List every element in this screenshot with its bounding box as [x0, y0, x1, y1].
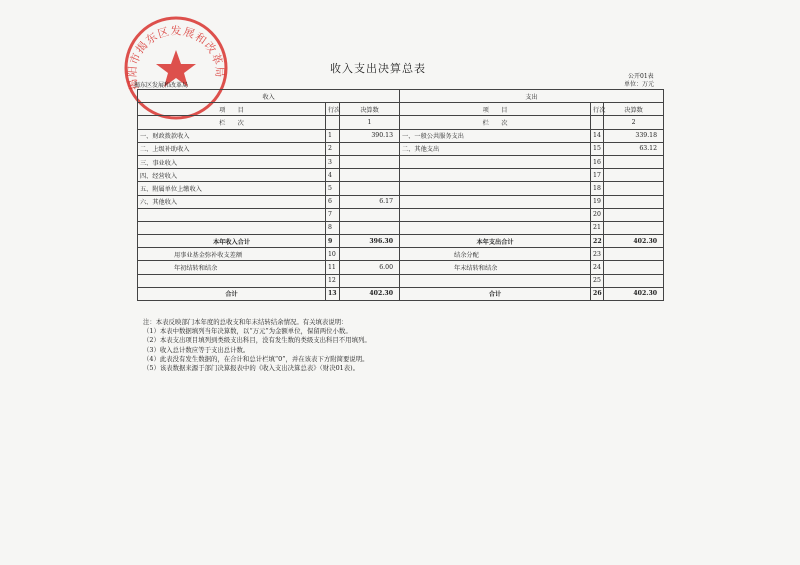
expense-line-number: 14: [591, 129, 604, 142]
year-expense-total-label: 本年支出合计: [400, 235, 591, 248]
table-row: [138, 274, 664, 287]
expense-item: [400, 155, 591, 168]
table-row: [138, 248, 664, 261]
income-line-number: 6: [326, 195, 340, 208]
income-line-header: 行次: [326, 103, 340, 116]
income-item: 五、附属单位上缴收入: [138, 182, 326, 195]
table-row: [138, 129, 664, 142]
column-number-row: [138, 116, 664, 129]
table-header-row: [138, 90, 664, 103]
income-item: 四、经营收入: [138, 169, 326, 182]
year-expense-total-value: 402.30: [604, 235, 664, 248]
table-row: [138, 182, 664, 195]
begin-balance-value: 6.00: [340, 261, 400, 274]
income-item-header: 项 目: [138, 103, 326, 116]
expense-amount: [604, 169, 664, 182]
income-amount: [340, 169, 400, 182]
end-balance-value: [604, 261, 664, 274]
expense-amount: [604, 155, 664, 168]
expense-item-header: 项 目: [400, 103, 591, 116]
income-amount-header: 决算数: [340, 103, 400, 116]
income-amount: [340, 221, 400, 234]
income-col-label: 栏 次: [138, 116, 326, 129]
form-code: 公开01表: [628, 73, 654, 80]
income-item: 三、事业收入: [138, 155, 326, 168]
income-amount: [340, 155, 400, 168]
expense-item: [400, 195, 591, 208]
expense-item: [400, 208, 591, 221]
expense-amount-header: 决算数: [604, 103, 664, 116]
expense-item: 一、一般公共服务支出: [400, 129, 591, 142]
row-line-number: 9: [326, 235, 340, 248]
fund-label: 用事业基金弥补收支差额: [138, 248, 326, 261]
table-row: [138, 155, 664, 168]
row-line-number: 12: [326, 274, 340, 287]
income-item: 一、财政拨款收入: [138, 129, 326, 142]
expense-item: [400, 221, 591, 234]
table-subheader-row: [138, 103, 664, 116]
table-body: [138, 129, 664, 235]
income-expense-table: [137, 89, 664, 301]
row-line-number: 22: [591, 235, 604, 248]
notes-section: [143, 318, 371, 373]
expense-line-number: 15: [591, 142, 604, 155]
expense-line-number: 20: [591, 208, 604, 221]
expense-amount: [604, 208, 664, 221]
expense-item: 二、其他支出: [400, 142, 591, 155]
income-item: 六、其他收入: [138, 195, 326, 208]
expense-line-header: 行次: [591, 103, 604, 116]
income-item: [138, 208, 326, 221]
grand-total-expense-value: 402.30: [604, 287, 664, 300]
grand-total-income-value: 402.30: [340, 287, 400, 300]
expense-line-number: 21: [591, 221, 604, 234]
income-item: [138, 221, 326, 234]
year-income-total-label: 本年收入合计: [138, 235, 326, 248]
income-line-number: 1: [326, 129, 340, 142]
expense-line-number: 19: [591, 195, 604, 208]
unit-label: 单位：万元: [624, 81, 655, 88]
income-line-number: 7: [326, 208, 340, 221]
expense-line-number: 18: [591, 182, 604, 195]
expense-amount: [604, 182, 664, 195]
note-line: 注：本表反映部门本年度的总收支和年末结转结余情况。有关填表说明：: [143, 318, 348, 326]
expense-line-number: 16: [591, 155, 604, 168]
table-row: [138, 169, 664, 182]
income-line-number: 3: [326, 155, 340, 168]
row-line-number: 25: [591, 274, 604, 287]
income-amount: [340, 208, 400, 221]
table-row: [138, 195, 664, 208]
surplus-allocation-label: 结余分配: [400, 248, 591, 261]
income-amount: [340, 142, 400, 155]
grand-total-income-label: 合计: [138, 287, 326, 300]
income-col-number: 1: [340, 116, 400, 129]
income-line-number: 5: [326, 182, 340, 195]
income-line-number: 2: [326, 142, 340, 155]
table-row: [138, 208, 664, 221]
income-amount: 390.13: [340, 129, 400, 142]
row-line-number: 11: [326, 261, 340, 274]
expense-amount: [604, 195, 664, 208]
expense-col-label: 栏 次: [400, 116, 591, 129]
table-row: [138, 287, 664, 300]
row-line-number: 26: [591, 287, 604, 300]
income-amount: [340, 182, 400, 195]
organization-name: 揭东区发展和改革局: [134, 82, 189, 89]
expense-amount: 63.12: [604, 142, 664, 155]
income-header: 收入: [138, 90, 400, 103]
table-row: [138, 142, 664, 155]
note-line: （1）本表中数据填列当年决算数，以“万元”为金额单位，保留两位小数。: [143, 327, 352, 336]
expense-col-number: 2: [604, 116, 664, 129]
expense-line-number: 17: [591, 169, 604, 182]
table-row: [138, 261, 664, 274]
note-line: （2）本表支出项目填列到类级支出科目，没有发生数的类级支出科目不用填列。: [143, 336, 371, 345]
income-item: 二、上级补助收入: [138, 142, 326, 155]
expense-amount: 339.18: [604, 129, 664, 142]
expense-item: [400, 169, 591, 182]
note-line: （4）此表没有发生数据的，在合计和总计栏填“0”，并在该表下方附简要说明。: [143, 354, 369, 363]
year-income-total-value: 396.30: [340, 235, 400, 248]
row-line-number: 24: [591, 261, 604, 274]
surplus-allocation-value: [604, 248, 664, 261]
note-line: （3）收入总计数应等于支出总计数。: [143, 345, 250, 354]
table-row: [138, 221, 664, 234]
row-line-number: 10: [326, 248, 340, 261]
svg-text:揭阳市揭东区发展和改革局: 揭阳市揭东区发展和改革局: [125, 24, 227, 92]
row-line-number: 23: [591, 248, 604, 261]
income-line-number: 4: [326, 169, 340, 182]
end-balance-label: 年末结转和结余: [400, 261, 591, 274]
page-title: 收入支出决算总表: [330, 62, 426, 75]
note-line: （5）该表数据来源于部门决算报表中的《收入支出决算总表》（财决01表)。: [143, 364, 359, 373]
fund-value: [340, 248, 400, 261]
expense-amount: [604, 221, 664, 234]
row-line-number: 13: [326, 287, 340, 300]
table-row: [138, 235, 664, 248]
income-line-number: 8: [326, 221, 340, 234]
grand-total-expense-label: 合计: [400, 287, 591, 300]
expense-header: 支出: [400, 90, 664, 103]
begin-balance-label: 年初结转和结余: [138, 261, 326, 274]
income-amount: 6.17: [340, 195, 400, 208]
expense-item: [400, 182, 591, 195]
